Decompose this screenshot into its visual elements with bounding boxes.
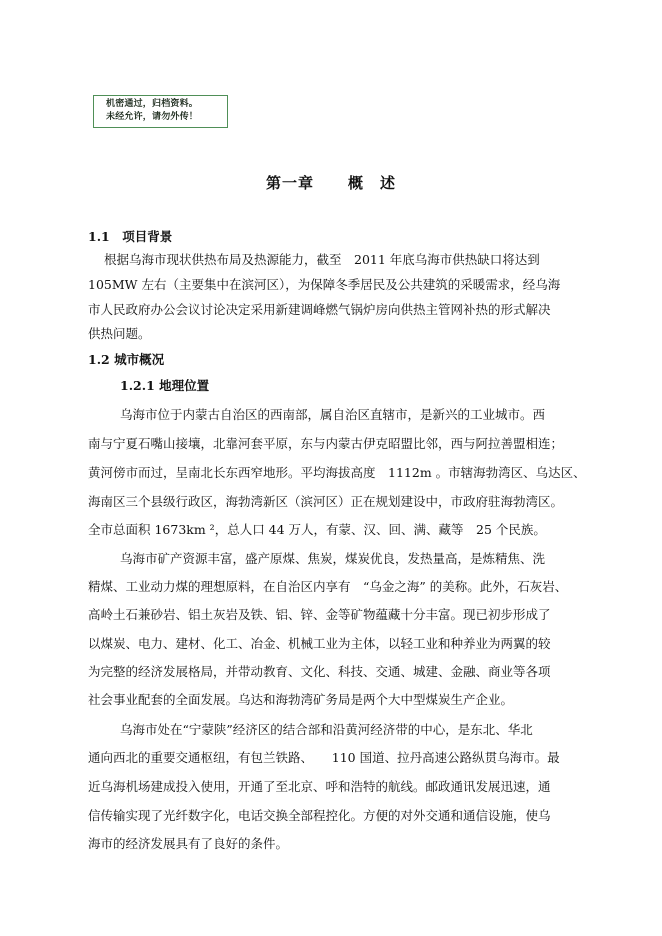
section-heading-1-2: 1.2 城市概况	[88, 352, 165, 367]
paragraph-line: 精煤、工业动力煤的理想原料，在自治区内享有 “乌金之海” 的美称。此外，石灰岩、	[88, 579, 568, 594]
paragraph-line: 近乌海机场建成投入使用，开通了至北京、呼和浩特的航线。邮政通讯发展迅速，通	[88, 779, 551, 794]
paragraph-line: 海市的经济发展具有了良好的条件。	[88, 836, 289, 851]
chapter-name: 概 述	[348, 174, 397, 192]
paragraph-line: 海南区三个县级行政区，海勃湾新区（滨河区）正在规划建设中，市政府驻海勃湾区。	[88, 494, 564, 509]
paragraph-line: 通向西北的重要交通枢纽，有包兰铁路、 110 国道、拉丹高速公路纵贯乌海市。最	[88, 750, 560, 765]
paragraph-line: 社会事业配套的全面发展。乌达和海勃湾矿务局是两个大中型煤炭生产企业。	[88, 692, 514, 707]
paragraph-line: 105MW 左右（主要集中在滨河区），为保障冬季居民及公共建筑的采暖需求，经乌海	[88, 277, 561, 292]
stamp-line-1: 机密通过，归档资料。	[106, 99, 199, 109]
paragraph-line: 以煤炭、电力、建材、化工、冶金、机械工业为主体，以轻工业和种养业为两翼的较	[88, 636, 551, 651]
paragraph-line: 乌海市处在“宁蒙陕”经济区的结合部和沿黄河经济带的中心，是东北、华北	[120, 722, 533, 737]
section-heading-1-1: 1.1 项目背景	[88, 229, 173, 244]
chapter-number: 第一章	[265, 174, 314, 192]
paragraph-line: 黄河傍市而过，呈南北长东西窄地形。平均海拔高度 1112m 。市辖海勃湾区、乌达区、	[88, 465, 586, 480]
confidential-stamp	[93, 95, 228, 128]
paragraph-line: 南与宁夏石嘴山接壤，北靠河套平原，东与内蒙古伊克昭盟比邻，西与阿拉善盟相连；	[88, 436, 564, 451]
section-heading-1-2-1: 1.2.1 地理位置	[120, 378, 210, 393]
paragraph-line: 供热问题。	[88, 326, 151, 341]
paragraph-line: 全市总面积 1673km ²，总人口 44 万人，有蒙、汉、回、满、藏等 25 个民族。	[88, 522, 546, 537]
paragraph-line: 根据乌海市现状供热布局及热源能力，截至 2011 年底乌海市供热缺口将达到	[104, 252, 540, 267]
paragraph-line: 乌海市位于内蒙古自治区的西南部，属自治区直辖市，是新兴的工业城市。西	[120, 407, 546, 422]
paragraph-line: 市人民政府办公会议讨论决定采用新建调峰燃气锅炉房向供热主管网补热的形式解决	[88, 302, 551, 317]
paragraph-line: 高岭土石兼砂岩、铝土灰岩及铁、铝、锌、金等矿物蕴藏十分丰富。现已初步形成了	[88, 607, 551, 622]
chapter-title	[0, 172, 662, 193]
stamp-line-2: 未经允许，请勿外传！	[106, 112, 199, 122]
paragraph-line: 乌海市矿产资源丰富，盛产原煤、焦炭，煤炭优良，发热量高，是炼精焦、洗	[120, 551, 546, 566]
paragraph-line: 信传输实现了光纤数字化，电话交换全部程控化。方便的对外交通和通信设施，使乌	[88, 808, 551, 823]
paragraph-line: 为完整的经济发展格局，并带动教育、文化、科技、交通、城建、金融、商业等各项	[88, 664, 551, 679]
